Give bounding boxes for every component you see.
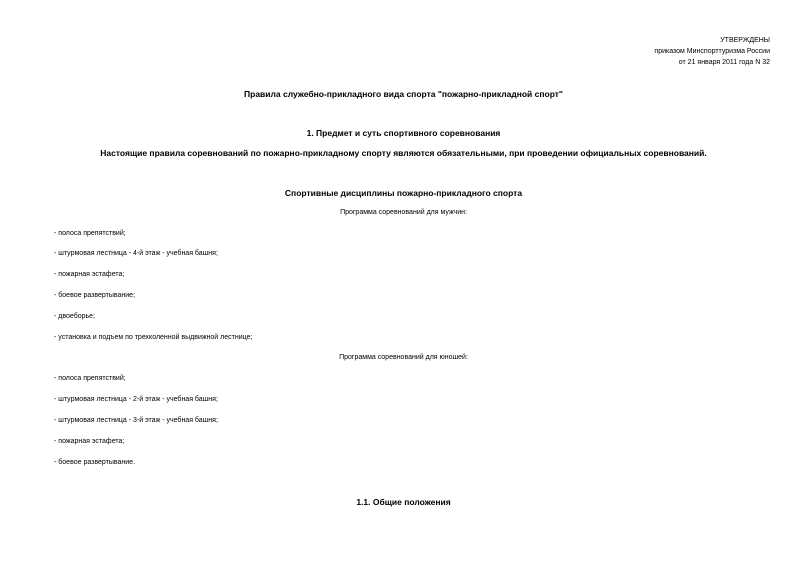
- approval-line-1: УТВЕРЖДЕНЫ: [720, 37, 770, 44]
- youth-program-item: - штурмовая лестница - 3-й этаж - учебная башня;: [54, 417, 218, 424]
- youth-program-item: - пожарная эстафета;: [54, 438, 125, 445]
- section-1-1-heading: 1.1. Общие положения: [356, 497, 451, 507]
- approval-line-2: приказом Минспорттуризма России: [654, 48, 770, 55]
- men-program-item: - установка и подъем по трехколенной выдвижной лестнице;: [54, 334, 253, 341]
- section-1-text: Настоящие правила соревнований по пожарно-прикладному спорту являются обязательными, при проведении официальных соревнований.: [100, 148, 707, 158]
- approval-stamp: [654, 35, 770, 68]
- youth-program-heading: Программа соревнований для юношей:: [339, 354, 468, 361]
- men-program-item: - полоса препятствий;: [54, 230, 126, 237]
- document-title: Правила служебно-прикладного вида спорта "пожарно-прикладной спорт": [244, 89, 563, 99]
- men-program-item: - штурмовая лестница - 4-й этаж - учебная башня;: [54, 250, 218, 257]
- men-program-item: - боевое развертывание;: [54, 292, 136, 299]
- youth-program-item: - полоса препятствий;: [54, 375, 126, 382]
- men-program-item: - двоеборье;: [54, 313, 95, 320]
- men-program-heading: Программа соревнований для мужчин:: [340, 209, 467, 216]
- section-1-heading: 1. Предмет и суть спортивного соревнования: [306, 128, 501, 138]
- youth-program-item: - боевое развертывание.: [54, 459, 136, 466]
- men-program-item: - пожарная эстафета;: [54, 271, 125, 278]
- approval-line-3: от 21 января 2011 года N 32: [678, 59, 770, 66]
- youth-program-item: - штурмовая лестница - 2-й этаж - учебная башня;: [54, 396, 218, 403]
- disciplines-heading: Спортивные дисциплины пожарно-прикладного спорта: [284, 188, 523, 198]
